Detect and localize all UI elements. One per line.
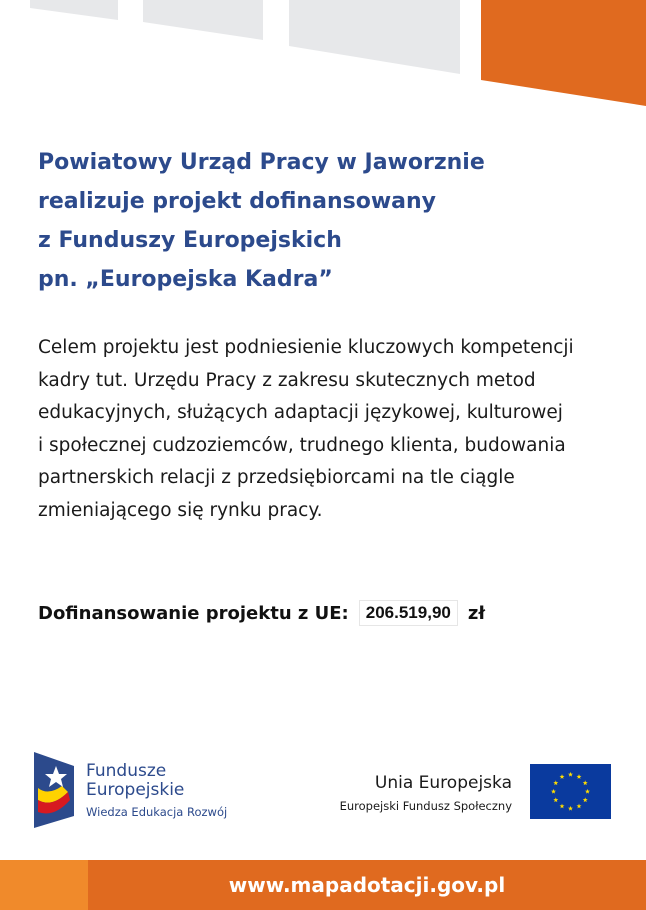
header-orange-block (481, 0, 646, 106)
title-line: pn. „Europejska Kadra” (38, 267, 333, 292)
title-line: realizuje projekt dofinansowany (38, 189, 436, 214)
header-gray-stripe-1 (30, 0, 118, 20)
fe-name-line2: Europejskie (86, 780, 185, 800)
header-gray-stripe-2 (143, 0, 263, 40)
fe-name-line1: Fundusze (86, 761, 167, 781)
title-line: Powiatowy Urząd Pracy w Jaworznie (38, 150, 485, 175)
ue-name: Unia Europejska (374, 773, 512, 793)
project-description (38, 332, 618, 527)
funding-currency: zł (467, 602, 486, 624)
funding-label: Dofinansowanie projektu z UE: (38, 602, 349, 624)
ue-fund-name: Europejski Fundusz Społeczny (339, 799, 512, 813)
fe-star-icon (34, 752, 76, 828)
footer-url-link[interactable]: www.mapadotacji.gov.pl (228, 873, 506, 897)
description-line: partnerskich relacji z przedsiębiorcami na tle ciągle (38, 467, 515, 488)
funding-amount: 206.519,90 (359, 600, 458, 626)
description-line: edukacyjnych, służących adaptacji językowej, kulturowej (38, 402, 563, 423)
fundusze-europejskie-logo (34, 752, 264, 828)
footer-bar (0, 860, 646, 910)
description-line: Celem projektu jest podniesienie kluczowych kompetencji (38, 337, 574, 358)
description-line: kadry tut. Urzędu Pracy z zakresu skutecznych metod (38, 369, 536, 391)
fe-tagline: Wiedza Edukacja Rozwój (86, 805, 228, 819)
funding-row (38, 598, 485, 628)
header-gray-stripe-3 (289, 0, 460, 74)
header-decoration (0, 0, 646, 120)
description-line: i społecznej cudzoziemców, trudnego klienta, budowania (38, 434, 566, 456)
project-title (38, 143, 618, 299)
unia-europejska-label (340, 773, 512, 813)
eu-flag-icon (530, 764, 611, 819)
description-line: zmieniającego się rynku pracy. (38, 499, 323, 521)
title-line: z Funduszy Europejskich (38, 228, 342, 253)
footer-accent (0, 860, 88, 910)
